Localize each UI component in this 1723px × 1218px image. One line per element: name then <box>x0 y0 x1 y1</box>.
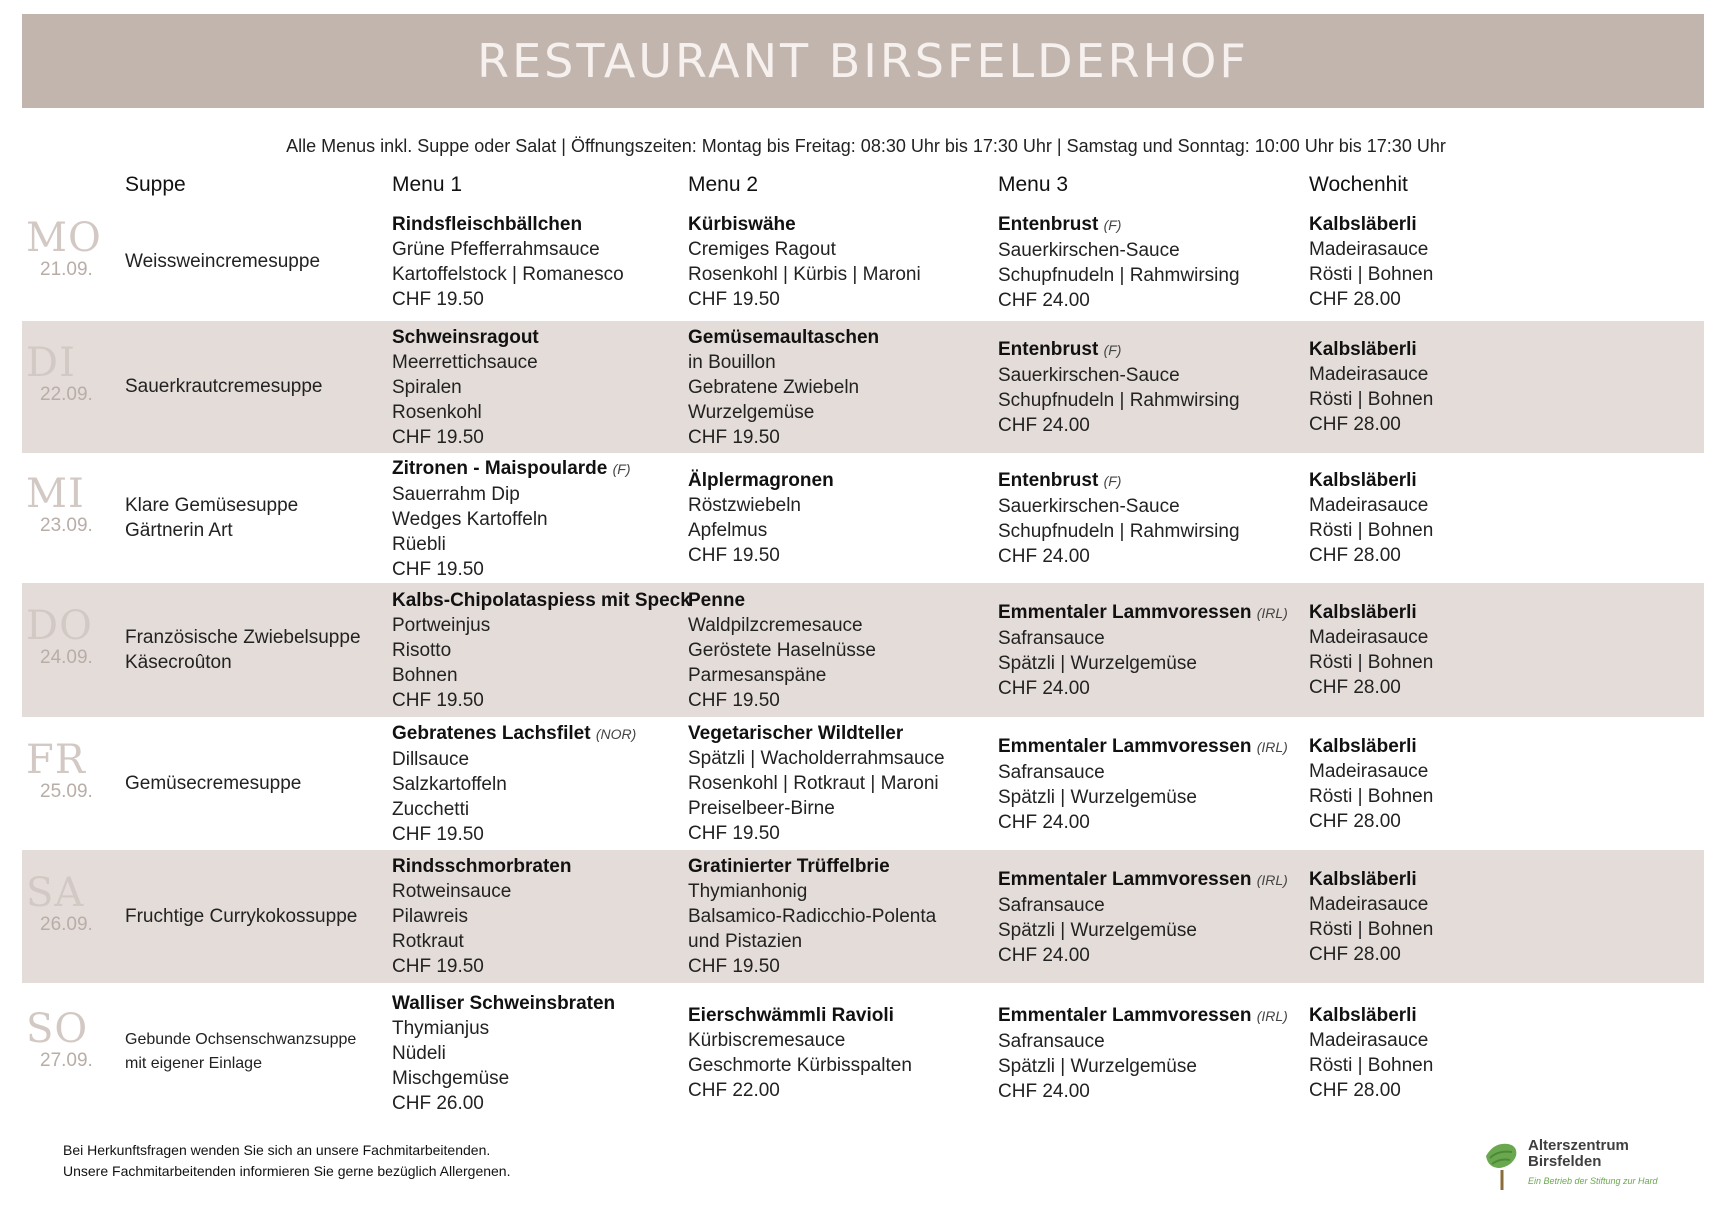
dish-price: CHF 24.00 <box>998 812 1090 833</box>
hit-cell <box>1309 468 1433 568</box>
dish-line: Apfelmus <box>688 520 768 541</box>
soup-line: Klare Gemüsesuppe <box>125 495 299 516</box>
hit-cell <box>1309 734 1433 834</box>
menu3-cell <box>998 1003 1288 1104</box>
column-header-menu3: Menu 3 <box>998 173 1069 196</box>
dish-line: Rösti | Bohnen <box>1309 786 1434 807</box>
hit-cell <box>1309 600 1433 700</box>
dish-title <box>1309 867 1433 892</box>
menu1-cell <box>392 991 615 1116</box>
soup-line: mit eigener Einlage <box>125 1055 262 1072</box>
dish-name: Emmentaler Lammvoressen <box>998 602 1252 623</box>
soup-line: Käsecroûton <box>125 652 232 673</box>
dish-line: Madeirasauce <box>1309 239 1429 260</box>
dish-line: Rosenkohl | Rotkraut | Maroni <box>688 773 939 794</box>
dish-line: Madeirasauce <box>1309 495 1429 516</box>
dish-line: Madeirasauce <box>1309 761 1429 782</box>
dish-title <box>1309 468 1433 493</box>
dish-line: Kartoffelstock | Romanesco <box>392 264 624 285</box>
menu1-cell <box>392 854 571 979</box>
menu2-cell <box>688 1003 912 1103</box>
dish-name: Gemüsemaultaschen <box>688 327 880 348</box>
dish-price: CHF 24.00 <box>998 290 1090 311</box>
dish-name: Gratinierter Trüffelbrie <box>688 856 890 877</box>
dish-price: CHF 19.50 <box>392 427 484 448</box>
dish-line: Balsamico-Radicchio-Polenta <box>688 906 937 927</box>
dish-line: Spätzli | Wurzelgemüse <box>998 653 1197 674</box>
menu1-cell <box>392 212 624 312</box>
hit-cell <box>1309 337 1433 437</box>
menu2-cell <box>688 325 879 450</box>
dish-line: Rosenkohl | Kürbis | Maroni <box>688 264 921 285</box>
dish-line: Preiselbeer-Birne <box>688 798 835 819</box>
dish-title <box>392 456 631 482</box>
menu2-cell <box>688 588 876 713</box>
day-date: 26.09. <box>40 914 93 935</box>
dish-price: CHF 19.50 <box>392 824 484 845</box>
footer-note <box>63 1140 510 1182</box>
dish-title <box>688 325 879 350</box>
column-header-menu1: Menu 1 <box>392 173 463 196</box>
dish-line: Rösti | Bohnen <box>1309 264 1434 285</box>
origin-tag: (IRL) <box>1256 1008 1288 1024</box>
dish-price: CHF 28.00 <box>1309 677 1401 698</box>
logo-name-line: Birsfelden <box>1528 1153 1602 1170</box>
origin-tag: (IRL) <box>1256 872 1288 888</box>
soup-line: Französische Zwiebelsuppe <box>125 627 361 648</box>
header-banner <box>22 14 1704 108</box>
soup-cell <box>125 771 301 796</box>
logo-text <box>1528 1138 1629 1170</box>
dish-title <box>688 721 945 746</box>
dish-line: Thymianhonig <box>688 881 808 902</box>
dish-title <box>998 1003 1288 1029</box>
dish-name: Kürbiswähe <box>688 214 796 235</box>
dish-name: Zitronen - Maispoularde <box>392 458 608 479</box>
dish-name: Eierschwämmli Ravioli <box>688 1005 894 1026</box>
day-row <box>22 983 1704 1123</box>
hit-cell <box>1309 212 1433 312</box>
soup-cell <box>125 374 323 399</box>
dish-line: Salzkartoffeln <box>392 774 507 795</box>
menu1-cell <box>392 721 636 847</box>
dish-name: Kalbsläberli <box>1309 602 1417 623</box>
logo-name-line: Alterszentrum <box>1528 1137 1629 1154</box>
dish-line: Spätzli | Wurzelgemüse <box>998 787 1197 808</box>
origin-tag: (NOR) <box>595 726 637 742</box>
day-row <box>22 453 1704 583</box>
menu3-cell <box>998 600 1288 701</box>
dish-title <box>1309 212 1433 237</box>
soup-line: Sauerkrautcremesuppe <box>125 376 323 397</box>
dish-line: Nüdeli <box>392 1043 446 1064</box>
dish-title <box>688 854 936 879</box>
dish-price: CHF 24.00 <box>998 415 1090 436</box>
dish-line: Cremiges Ragout <box>688 239 836 260</box>
menu2-cell <box>688 212 921 312</box>
dish-line: Dillsauce <box>392 749 470 770</box>
dish-price: CHF 19.50 <box>392 690 484 711</box>
dish-title <box>1309 337 1433 362</box>
dish-title <box>392 854 571 879</box>
day-row <box>22 850 1704 983</box>
dish-line: Kürbiscremesauce <box>688 1030 846 1051</box>
dish-line: Geschmorte Kürbisspalten <box>688 1055 912 1076</box>
dish-title <box>1309 734 1433 759</box>
day-abbreviation: MO <box>26 215 102 261</box>
dish-name: Kalbsläberli <box>1309 214 1417 235</box>
dish-line: Parmesanspäne <box>688 665 827 686</box>
soup-line: Gärtnerin Art <box>125 520 233 541</box>
dish-line: Meerrettichsauce <box>392 352 538 373</box>
dish-line: Mischgemüse <box>392 1068 510 1089</box>
day-date: 22.09. <box>40 384 93 405</box>
soup-line: Fruchtige Currykokossuppe <box>125 906 358 927</box>
dish-price: CHF 24.00 <box>998 945 1090 966</box>
footer-line: Unsere Fachmitarbeitenden informieren Sie gerne bezüglich Allergenen. <box>63 1163 511 1179</box>
hit-cell <box>1309 867 1433 967</box>
origin-tag: (IRL) <box>1256 739 1288 755</box>
dish-line: Grüne Pfefferrahmsauce <box>392 239 600 260</box>
menu2-cell <box>688 468 834 568</box>
menu1-cell <box>392 588 691 713</box>
dish-price: CHF 19.50 <box>688 289 780 310</box>
dish-name: Entenbrust <box>998 214 1099 235</box>
dish-name: Emmentaler Lammvoressen <box>998 1005 1252 1026</box>
dish-price: CHF 19.50 <box>392 559 484 580</box>
dish-name: Kalbs-Chipolataspiess mit Speck <box>392 590 691 611</box>
day-row <box>22 203 1704 321</box>
hit-cell <box>1309 1003 1433 1103</box>
dish-price: CHF 28.00 <box>1309 811 1401 832</box>
day-abbreviation: SO <box>26 1006 89 1052</box>
day-row <box>22 583 1704 717</box>
dish-line: Geröstete Haselnüsse <box>688 640 876 661</box>
dish-line: Rösti | Bohnen <box>1309 652 1434 673</box>
dish-name: Schweinsragout <box>392 327 539 348</box>
dish-price: CHF 24.00 <box>998 1081 1090 1102</box>
dish-name: Kalbsläberli <box>1309 869 1417 890</box>
dish-price: CHF 19.50 <box>688 545 780 566</box>
dish-line: Thymianjus <box>392 1018 490 1039</box>
day-row <box>22 717 1704 850</box>
dish-line: Rösti | Bohnen <box>1309 520 1434 541</box>
dish-line: in Bouillon <box>688 352 776 373</box>
dish-name: Rindsschmorbraten <box>392 856 572 877</box>
dish-line: Sauerrahm Dip <box>392 484 520 505</box>
dish-line: Rösti | Bohnen <box>1309 1055 1434 1076</box>
dish-line: Rotkraut <box>392 931 464 952</box>
dish-name: Walliser Schweinsbraten <box>392 993 616 1014</box>
dish-name: Gebratenes Lachsfilet <box>392 723 591 744</box>
menu1-cell <box>392 325 539 450</box>
day-row <box>22 321 1704 453</box>
dish-price: CHF 19.50 <box>392 956 484 977</box>
dish-price: CHF 19.50 <box>688 956 780 977</box>
dish-price: CHF 24.00 <box>998 546 1090 567</box>
origin-tag: (F) <box>612 461 631 477</box>
dish-line: Sauerkirschen-Sauce <box>998 496 1180 517</box>
dish-title <box>392 991 615 1016</box>
dish-title <box>688 212 921 237</box>
dish-title <box>392 721 636 747</box>
dish-line: Sauerkirschen-Sauce <box>998 240 1180 261</box>
soup-line: Weissweincremesuppe <box>125 251 321 272</box>
menu3-cell <box>998 337 1240 438</box>
dish-price: CHF 19.50 <box>392 289 484 310</box>
menu3-cell <box>998 212 1240 313</box>
soup-cell <box>125 1028 356 1076</box>
page-title: RESTAURANT BIRSFELDERHOF <box>477 34 1249 88</box>
dish-line: Portweinjus <box>392 615 491 636</box>
dish-line: Safransauce <box>998 895 1105 916</box>
dish-name: Kalbsläberli <box>1309 736 1417 757</box>
dish-title <box>688 1003 912 1028</box>
dish-name: Kalbsläberli <box>1309 339 1417 360</box>
dish-title <box>998 468 1240 494</box>
dish-price: CHF 28.00 <box>1309 944 1401 965</box>
dish-line: Rosenkohl <box>392 402 482 423</box>
brand-logo <box>1482 1136 1692 1192</box>
dish-price: CHF 24.00 <box>998 678 1090 699</box>
dish-title <box>1309 1003 1433 1028</box>
dish-name: Kalbsläberli <box>1309 1005 1417 1026</box>
origin-tag: (F) <box>1103 473 1122 489</box>
dish-title <box>998 734 1288 760</box>
dish-price: CHF 28.00 <box>1309 545 1401 566</box>
menu2-cell <box>688 854 936 979</box>
dish-name: Älplermagronen <box>688 470 834 491</box>
logo-tagline: Ein Betrieb der Stiftung zur Hard <box>1528 1176 1658 1186</box>
dish-title <box>998 867 1288 893</box>
dish-line: Zucchetti <box>392 799 470 820</box>
day-date: 24.09. <box>40 647 93 668</box>
dish-name: Entenbrust <box>998 470 1099 491</box>
opening-hours-text: Alle Menus inkl. Suppe oder Salat | Öffnungszeiten: Montag bis Freitag: 08:30 Uhr bis 17:30 Uhr | Samstag und Sonntag: 10:00 Uhr bis 17:30 Uhr <box>286 136 1446 156</box>
dish-line: Schupfnudeln | Rahmwirsing <box>998 265 1240 286</box>
soup-cell <box>125 493 298 543</box>
origin-tag: (F) <box>1103 342 1122 358</box>
day-date: 27.09. <box>40 1050 93 1071</box>
dish-line: Spiralen <box>392 377 462 398</box>
dish-price: CHF 28.00 <box>1309 289 1401 310</box>
dish-name: Entenbrust <box>998 339 1099 360</box>
day-date: 25.09. <box>40 781 93 802</box>
menu3-cell <box>998 867 1288 968</box>
dish-name: Penne <box>688 590 746 611</box>
dish-line: Waldpilzcremesauce <box>688 615 863 636</box>
dish-line: Madeirasauce <box>1309 627 1429 648</box>
dish-name: Emmentaler Lammvoressen <box>998 869 1252 890</box>
dish-line: Wurzelgemüse <box>688 402 815 423</box>
dish-name: Kalbsläberli <box>1309 470 1417 491</box>
origin-tag: (F) <box>1103 217 1122 233</box>
dish-line: Madeirasauce <box>1309 364 1429 385</box>
tree-icon <box>1482 1136 1522 1192</box>
dish-title <box>688 468 834 493</box>
dish-line: Gebratene Zwiebeln <box>688 377 860 398</box>
dish-name: Vegetarischer Wildteller <box>688 723 904 744</box>
soup-line: Gemüsecremesuppe <box>125 773 302 794</box>
dish-line: Sauerkirschen-Sauce <box>998 365 1180 386</box>
dish-title <box>998 600 1288 626</box>
dish-price: CHF 19.50 <box>688 427 780 448</box>
dish-line: Risotto <box>392 640 452 661</box>
dish-line: Rösti | Bohnen <box>1309 919 1434 940</box>
column-header-menu2: Menu 2 <box>688 173 759 196</box>
day-abbreviation: MI <box>26 471 85 517</box>
dish-name: Rindsfleischbällchen <box>392 214 583 235</box>
dish-line: Schupfnudeln | Rahmwirsing <box>998 390 1240 411</box>
dish-line: Safransauce <box>998 628 1105 649</box>
dish-title <box>688 588 876 613</box>
dish-line: Madeirasauce <box>1309 1030 1429 1051</box>
day-abbreviation: DO <box>26 603 93 649</box>
dish-price: CHF 22.00 <box>688 1080 780 1101</box>
dish-line: Rotweinsauce <box>392 881 512 902</box>
dish-title <box>392 588 691 613</box>
dish-line: Röstzwiebeln <box>688 495 801 516</box>
dish-price: CHF 19.50 <box>688 823 780 844</box>
dish-line: Spätzli | Wurzelgemüse <box>998 1056 1197 1077</box>
menu3-cell <box>998 468 1240 569</box>
dish-line: Wedges Kartoffeln <box>392 509 548 530</box>
dish-line: Pilawreis <box>392 906 469 927</box>
dish-title <box>998 212 1240 238</box>
footer-line: Bei Herkunftsfragen wenden Sie sich an unsere Fachmitarbeitenden. <box>63 1142 491 1158</box>
day-date: 21.09. <box>40 259 93 280</box>
dish-line: Safransauce <box>998 1031 1105 1052</box>
dish-line: Safransauce <box>998 762 1105 783</box>
soup-line: Gebunde Ochsenschwanzsuppe <box>125 1031 357 1048</box>
dish-price: CHF 28.00 <box>1309 414 1401 435</box>
dish-price: CHF 19.50 <box>688 690 780 711</box>
dish-line: Spätzli | Wurzelgemüse <box>998 920 1197 941</box>
dish-name: Emmentaler Lammvoressen <box>998 736 1252 757</box>
day-abbreviation: SA <box>26 870 85 916</box>
day-abbreviation: FR <box>26 737 86 783</box>
menu3-cell <box>998 734 1288 835</box>
column-header-soup: Suppe <box>125 173 186 196</box>
day-abbreviation: DI <box>26 340 76 386</box>
column-header-wochenhit: Wochenhit <box>1309 173 1408 196</box>
dish-line: Madeirasauce <box>1309 894 1429 915</box>
dish-title <box>392 212 624 237</box>
dish-price: CHF 26.00 <box>392 1093 484 1114</box>
menu1-cell <box>392 456 631 582</box>
dish-line: Rüebli <box>392 534 446 555</box>
dish-line: Spätzli | Wacholderrahmsauce <box>688 748 945 769</box>
dish-title <box>1309 600 1433 625</box>
dish-price: CHF 28.00 <box>1309 1080 1401 1101</box>
day-date: 23.09. <box>40 515 93 536</box>
dish-title <box>392 325 539 350</box>
dish-line: Schupfnudeln | Rahmwirsing <box>998 521 1240 542</box>
dish-line: Rösti | Bohnen <box>1309 389 1434 410</box>
dish-line: Bohnen <box>392 665 458 686</box>
soup-cell <box>125 904 357 929</box>
dish-line: und Pistazien <box>688 931 803 952</box>
soup-cell <box>125 625 361 675</box>
origin-tag: (IRL) <box>1256 605 1288 621</box>
soup-cell <box>125 249 320 274</box>
menu2-cell <box>688 721 945 846</box>
dish-title <box>998 337 1240 363</box>
